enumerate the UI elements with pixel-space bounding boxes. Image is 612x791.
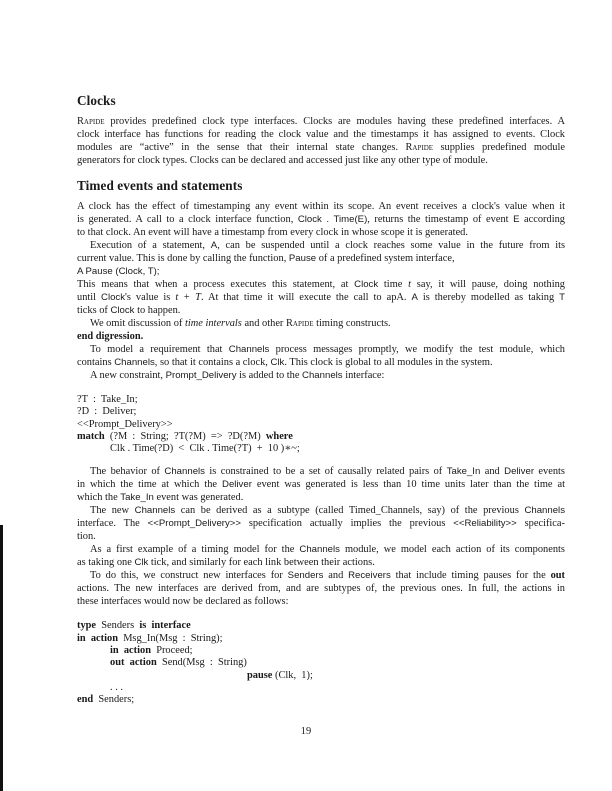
- text-line: [77, 304, 565, 317]
- text-run: Send(Msg : String): [156, 657, 247, 669]
- text-line: [77, 265, 565, 278]
- text-run: ticks of: [77, 305, 111, 316]
- section-timed-events-body: [77, 200, 565, 707]
- text-run: and other: [241, 318, 286, 329]
- identifier-text: <<Reliability>>: [453, 518, 517, 530]
- text-run: until: [77, 292, 102, 303]
- text-line: [77, 530, 565, 543]
- text-run: and: [323, 570, 349, 582]
- text-line: [77, 141, 565, 154]
- text-run: This means that when a process executes this statement, at: [77, 279, 355, 290]
- paragraph: [77, 278, 565, 317]
- text-line: [77, 356, 565, 369]
- text-run: supplies predefined module: [433, 142, 565, 153]
- keyword-text: where: [265, 430, 293, 442]
- text-run: , so that it contains a clock,: [154, 357, 271, 368]
- section-heading-timed-events: Timed events and statements: [77, 178, 243, 193]
- text-run: interface:: [342, 370, 385, 381]
- text-line: [77, 504, 565, 517]
- keyword-text: pause: [247, 669, 273, 681]
- text-run: To model a requirement that: [90, 344, 229, 355]
- text-line: [77, 465, 565, 478]
- text-line: [77, 491, 565, 504]
- keyword-text: type: [77, 620, 97, 632]
- paragraph: [77, 343, 565, 369]
- paragraph: [77, 115, 565, 167]
- text-line: [77, 543, 565, 556]
- paragraph: [77, 543, 565, 569]
- text-run: say, it will pause, doing nothing: [411, 279, 565, 290]
- text-run: <<Prompt_Delivery>>: [77, 418, 173, 430]
- code-line: [77, 431, 565, 443]
- paragraph: [77, 569, 565, 608]
- text-run: We omit discussion of: [90, 318, 185, 329]
- text-run: clock interface has functions for reading the clock value and the timestamps it has assigned to events. Clock: [77, 129, 565, 140]
- text-run: ?D : Deliver;: [77, 406, 137, 418]
- text-run: that include timing pauses for the: [390, 570, 551, 582]
- identifier-text: A: [411, 292, 418, 303]
- text-line: [77, 343, 565, 356]
- text-run: is constrained to be a set of causally related pairs of: [204, 466, 447, 478]
- text-line: [77, 200, 565, 213]
- text-run: to happen.: [134, 305, 181, 316]
- code-line: [77, 657, 565, 669]
- paragraph: [77, 330, 565, 343]
- section-clocks-body: [77, 115, 565, 167]
- text-run: Rapide: [405, 142, 434, 153]
- keyword-text: in action: [110, 645, 151, 657]
- identifier-text: Pause: [288, 253, 317, 264]
- text-line: [77, 128, 565, 141]
- identifier-text: Clock: [101, 292, 126, 303]
- text-run: is added to the: [236, 370, 303, 381]
- text-line: [77, 317, 565, 330]
- text-run: Clk . Time(?D) < Clk . Time(?T) + 10 )∗~;: [110, 443, 300, 455]
- text-line: [77, 278, 565, 291]
- code-line: [77, 406, 565, 418]
- text-line: [77, 226, 565, 239]
- text-run: provides predefined clock type interfaces. Clocks are modules having these predefined interfaces. A: [104, 116, 565, 127]
- keyword-text: out action: [110, 657, 157, 669]
- identifier-text: Clk: [134, 557, 149, 569]
- paragraph: [77, 265, 565, 278]
- identifier-text: Clock: [110, 305, 135, 316]
- text-run: module, we model each action of its components: [339, 544, 565, 556]
- keyword-text: end: [77, 694, 94, 706]
- text-run: . At that time it will execute the call to apA.: [200, 292, 412, 303]
- text-run: can be derived as a subtype (called Timed_Channels, say) of the previous: [175, 505, 525, 517]
- text-run: is thereby modelled as taking: [417, 292, 560, 303]
- code-line: [77, 682, 565, 694]
- text-run: contains: [77, 357, 115, 368]
- text-run: event was generated.: [153, 492, 244, 504]
- identifier-text: Channels: [524, 505, 565, 517]
- text-line: [77, 556, 565, 569]
- keyword-text: end digression.: [77, 331, 144, 342]
- text-run: time: [378, 279, 409, 290]
- text-run: (?M : String; ?T(?M) => ?D(?M): [104, 430, 266, 442]
- text-run: time intervals: [184, 318, 242, 329]
- text-run: The behavior of: [90, 466, 165, 478]
- text-line: [77, 517, 565, 530]
- paragraph: [77, 369, 565, 382]
- text-run: timing constructs.: [313, 318, 391, 329]
- identifier-text: Channels: [299, 544, 340, 556]
- text-run: ?T : Take_In;: [77, 394, 138, 405]
- text-run: Senders: [96, 620, 140, 632]
- paragraph: [77, 317, 565, 330]
- identifier-text: Take_In: [120, 492, 154, 504]
- code-listing: [77, 394, 565, 455]
- section-heading-clocks: Clocks: [77, 93, 116, 108]
- code-line: [77, 620, 565, 632]
- text-run: t + T: [175, 292, 201, 303]
- text-run: and: [480, 466, 505, 478]
- identifier-text: Deliver: [504, 466, 535, 478]
- text-run: (Clk, 1);: [272, 669, 313, 681]
- paragraph: [77, 239, 565, 265]
- text-run: Senders;: [93, 694, 135, 706]
- identifier-text: Channels: [164, 466, 205, 478]
- identifier-text: Clock . Time(E): [297, 214, 368, 225]
- text-run: , can be suspended until a clock reaches some value in the future from its: [217, 240, 566, 251]
- identifier-text: E: [513, 214, 520, 225]
- scan-edge-artifact: [0, 525, 3, 791]
- text-run: is generated. A call to a clock interface function,: [77, 214, 298, 225]
- text-run: . This clock is global to all modules in the system.: [284, 357, 493, 368]
- text-run: current value. This is done by calling the function,: [77, 253, 289, 264]
- text-run: of a predefined system interface,: [316, 253, 455, 264]
- page-number: 19: [300, 726, 312, 737]
- code-listing: [77, 620, 565, 706]
- text-run: process messages promptly, we modify the test module, which: [269, 344, 565, 355]
- identifier-text: Deliver: [222, 479, 252, 491]
- text-line: [77, 154, 565, 167]
- identifier-text: Clock: [354, 279, 379, 290]
- paragraph: [77, 465, 565, 504]
- text-run: Execution of a statement,: [90, 240, 211, 251]
- text-run: As a first example of a timing model for the: [90, 544, 300, 556]
- text-run: t: [408, 279, 412, 290]
- text-run: interface. The: [77, 518, 148, 530]
- text-run: generators for clock types. Clocks can be declared and accessed just like any other type of module.: [77, 155, 488, 166]
- identifier-text: Senders: [287, 570, 324, 582]
- keyword-text: match: [77, 430, 105, 442]
- identifier-text: A Pause (Clock, T);: [77, 266, 160, 277]
- text-line: [77, 213, 565, 226]
- identifier-text: Receivers: [348, 570, 391, 582]
- text-run: Rapide: [77, 116, 105, 127]
- text-run: Rapide: [286, 318, 314, 329]
- identifier-text: Channels: [302, 370, 343, 381]
- code-line: [77, 394, 565, 406]
- text-run: event was generated is less than 10 time units later than the time at: [251, 479, 565, 491]
- text-run: specifica-: [516, 518, 565, 530]
- identifier-text: <<Prompt_Delivery>>: [147, 518, 241, 530]
- identifier-text: Prompt_Delivery: [165, 370, 237, 381]
- text-line: [77, 595, 565, 608]
- identifier-text: T: [559, 292, 566, 303]
- text-run: these interfaces would now be declared as follows:: [77, 596, 289, 608]
- text-run: The new: [90, 505, 135, 517]
- text-run: events: [534, 466, 565, 478]
- text-run: according: [519, 214, 565, 225]
- keyword-text: in action: [77, 632, 118, 644]
- paragraph: [77, 504, 565, 543]
- text-run: Msg_In(Msg : String);: [118, 632, 223, 644]
- text-line: [77, 291, 565, 304]
- text-line: [77, 582, 565, 595]
- text-run: To do this, we construct new interfaces for: [90, 570, 288, 582]
- identifier-text: A: [210, 240, 218, 251]
- keyword-text: out: [550, 570, 566, 582]
- text-run: , returns the timestamp of event: [367, 214, 514, 225]
- text-run: which the: [77, 492, 121, 504]
- text-run: A clock has the effect of timestamping any event within its scope. An event receives a clock's value when it: [77, 201, 565, 212]
- text-line: [77, 369, 565, 382]
- text-line: [77, 478, 565, 491]
- code-line: [77, 633, 565, 645]
- keyword-text: interface: [151, 620, 191, 632]
- identifier-text: Channels: [134, 505, 176, 517]
- identifier-text: Channels: [228, 344, 270, 355]
- text-line: [77, 239, 565, 252]
- text-run: modules are “active” in the sense that their internal state changes.: [77, 142, 406, 153]
- code-line: [77, 645, 565, 657]
- identifier-text: Take_In: [446, 466, 481, 478]
- paragraph: [77, 200, 565, 239]
- text-run: . . .: [110, 681, 123, 693]
- text-run: in which the time at which the: [77, 479, 223, 491]
- code-line: [77, 694, 565, 706]
- keyword-text: is: [139, 620, 147, 632]
- text-run: Proceed;: [151, 645, 193, 657]
- text-run: A new constraint,: [90, 370, 166, 381]
- text-line: [77, 115, 565, 128]
- identifier-text: Clk: [270, 357, 285, 368]
- code-line: [77, 670, 565, 682]
- text-line: [77, 569, 565, 582]
- text-run: 's value is: [125, 292, 176, 303]
- text-run: tick, and similarly for each link between their actions.: [148, 557, 375, 569]
- text-run: actions. The new interfaces are derived from, and are subtypes of, the previous ones. In full, the actions in: [77, 583, 565, 595]
- code-line: [77, 443, 565, 455]
- text-line: [77, 252, 565, 265]
- text-run: specification actually implies the previous: [240, 518, 454, 530]
- text-run: as taking one: [77, 557, 135, 569]
- text-run: tion.: [77, 531, 96, 543]
- document-page: [77, 93, 565, 717]
- identifier-text: Channels: [114, 357, 155, 368]
- text-line: [77, 330, 565, 343]
- text-run: to that clock. An event will have a timestamp from every clock in whose scope it is generated.: [77, 227, 468, 238]
- code-line: [77, 419, 565, 431]
